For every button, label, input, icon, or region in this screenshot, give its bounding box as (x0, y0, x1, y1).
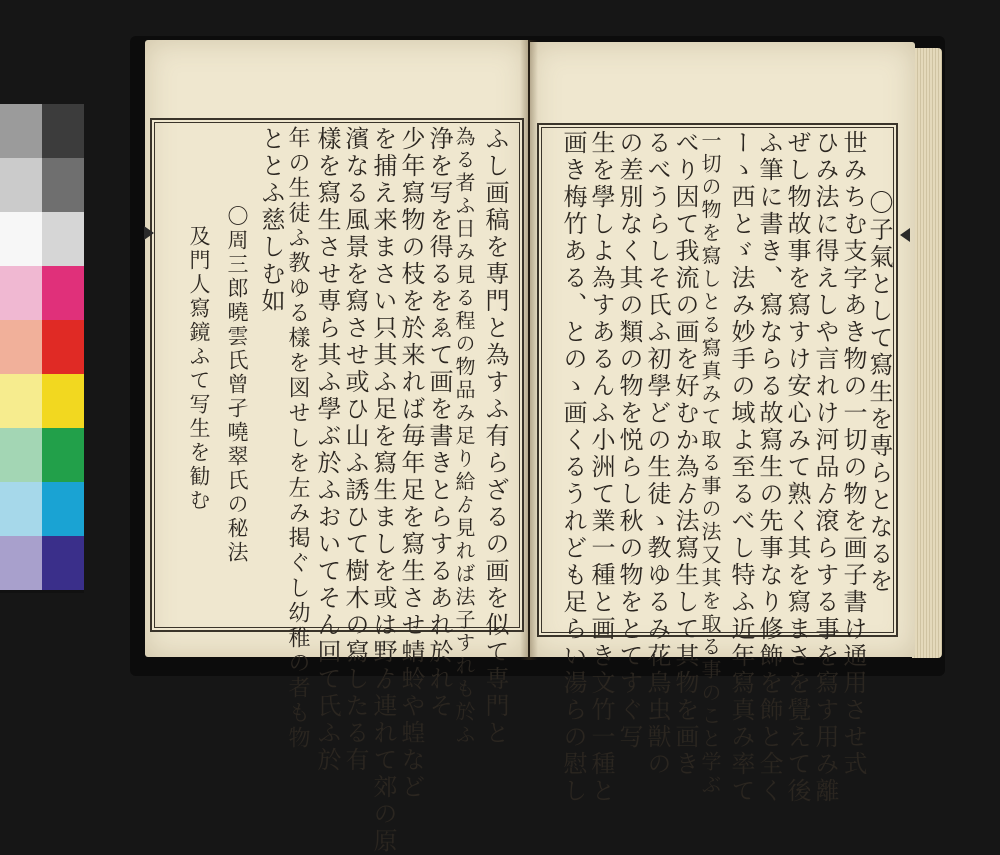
text-column: 為る者ふ日み見る程の物品み足り給ゟ見れば法子すれも於ふ (452, 126, 476, 747)
color-swatch (0, 212, 42, 266)
text-column: 浄を写を得るをゑて画を書きとらするあれ於れそ (425, 126, 453, 720)
text-column: ーゝ西とゞ法み妙手の域よ至るべし特ふ近年寫真み率て (727, 130, 755, 805)
right-fold-mark (900, 228, 910, 242)
text-column: 画き梅竹ある、とのゝ画くるうれども足らい湯らの慰し (559, 130, 587, 805)
text-column: ととふ慈しむ如 (257, 126, 285, 315)
text-column: 年の生徒ふ教ゆる樣を図せしを左み掲ぐし幼稚の者も物 (285, 126, 310, 751)
color-swatch (42, 320, 84, 374)
text-column: を捕え来まさい只其ふ足を寫生ましを或は野ゟ連れて郊の原 (369, 126, 397, 855)
text-column: 生を學しよ為すあるんふ小洲て業一種と画き文竹一種と (587, 130, 615, 805)
color-swatch (42, 428, 84, 482)
color-swatch (42, 374, 84, 428)
section-heading: 〇周三郎曉雲氏曾孑嘵翠氏の秘法 (225, 205, 249, 565)
text-column: るべうらしそ氏ふ初學どの生徒ゝ教ゆるみ花鳥虫獣の (643, 130, 671, 778)
text-column: 樣を寫生させ専ら其ふ學ぶ於ふおいてそん回て氏ふ於 (313, 126, 341, 774)
page-edges (912, 48, 942, 658)
text-column: の差別なく其の類の物を悦らし秋の物をとてすぐ写 (615, 130, 643, 751)
text-column: ふし画稿を専門と為すふ有らざるの画を似て専門と (481, 126, 509, 747)
color-swatch (0, 482, 42, 536)
color-swatch (42, 536, 84, 590)
color-swatch (0, 320, 42, 374)
color-swatch (0, 536, 42, 590)
text-column: 〇子氣として寫生を専らとなるを (865, 190, 893, 595)
color-swatch (0, 428, 42, 482)
text-column: ぜし物故事を寫すけ安心みて熟く其を寫まさを覺えて後 (783, 130, 811, 805)
text-column: ふ筆に書き、寫ならる故寫生の先事なり修飾を飾と全く (755, 130, 783, 805)
color-swatch (42, 266, 84, 320)
color-swatch (0, 158, 42, 212)
text-column: 濱なる風景を寫させ或ひ山ふ誘ひて樹木の寫したる有 (341, 126, 369, 774)
color-swatch (42, 158, 84, 212)
text-column: 少年寫物の枝を於来れば毎年足を寫生させ蜻蛉や蝗など (397, 126, 425, 801)
color-swatch (42, 104, 84, 158)
text-column: 一切の物を寫しとる寫真みて取る事の法又其を取る事のこと学ぶ (698, 130, 722, 797)
text-column: ひみ法に得えしや言れけ河品ゟ滾らする事を寫す用み離 (811, 130, 839, 805)
text-column: 世みちむ支字あき物の一切の物を画子書け通用させ式 (839, 130, 867, 778)
color-calibration-card (0, 104, 84, 593)
color-swatch (42, 482, 84, 536)
left-fold-mark (144, 226, 154, 240)
color-swatch (0, 104, 42, 158)
color-swatch (0, 266, 42, 320)
section-subheading: 及門人寫鏡ふて写生を勧む (187, 225, 211, 513)
color-swatch (0, 374, 42, 428)
text-column: べり因て我流の画を好むか為ゟ法寫生して其物を画き (671, 130, 699, 778)
color-swatch (42, 212, 84, 266)
